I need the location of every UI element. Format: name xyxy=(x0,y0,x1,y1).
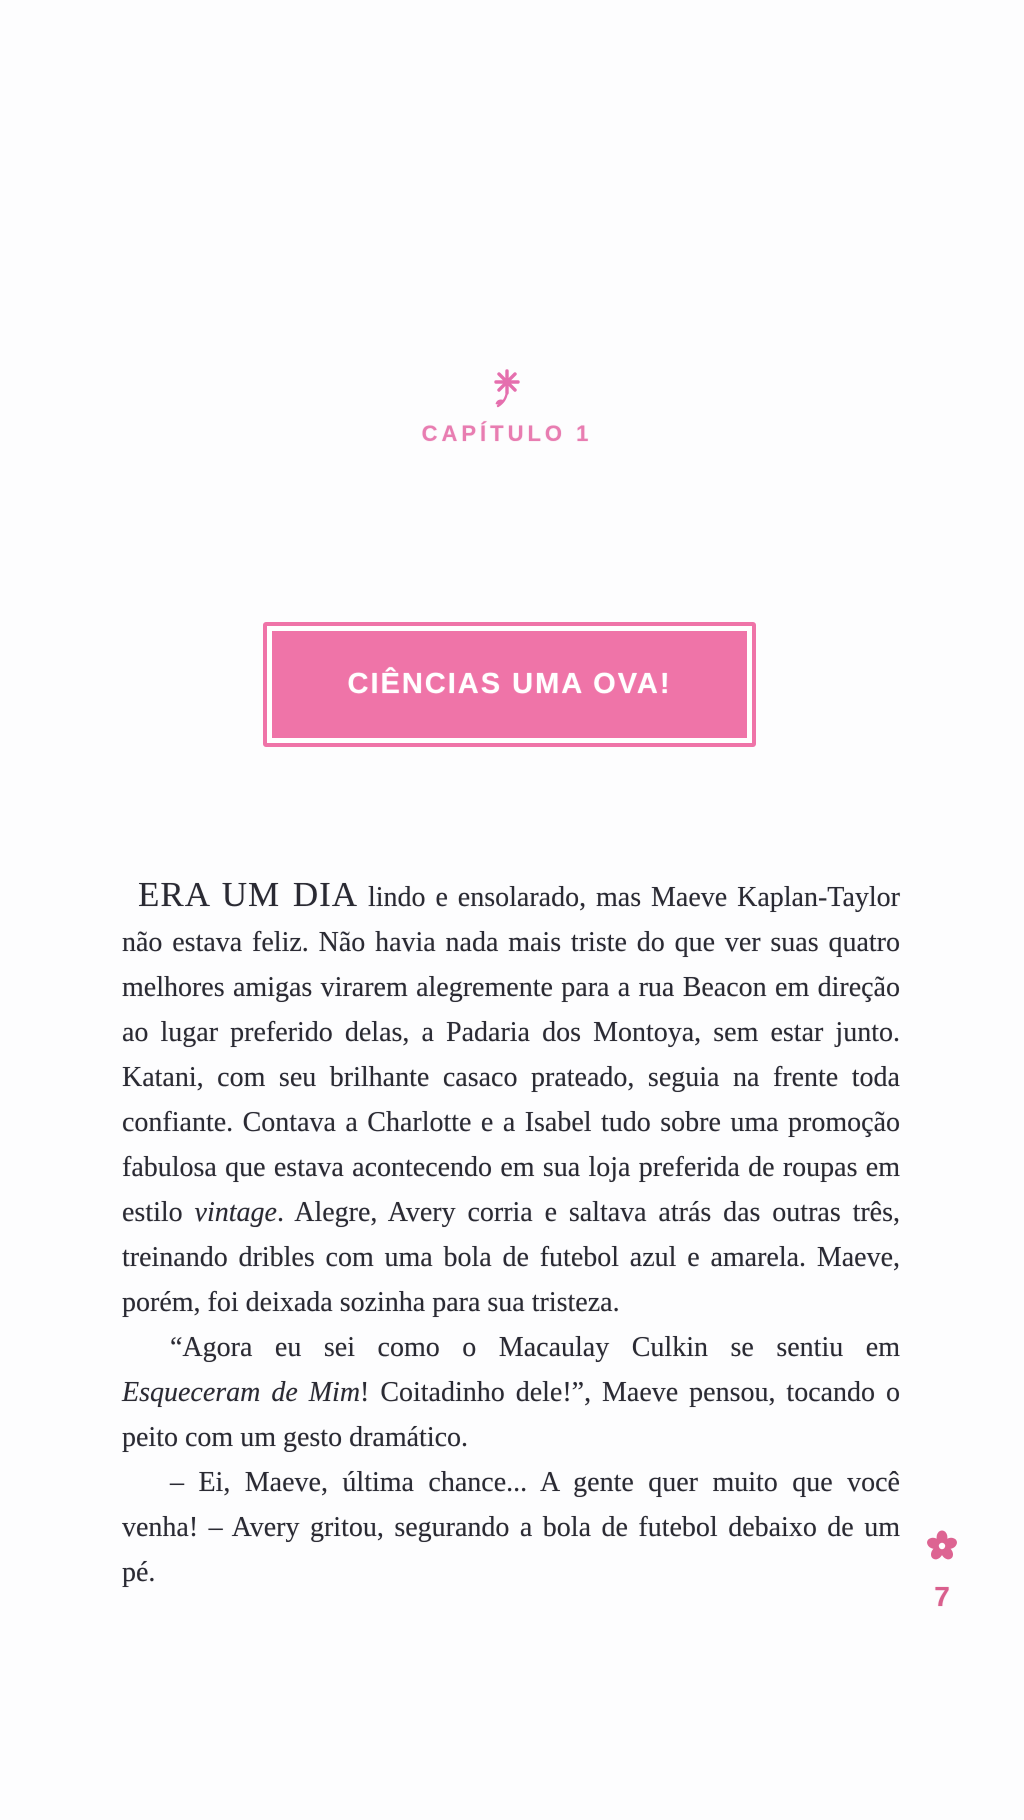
flower-asterisk-icon xyxy=(489,368,525,415)
chapter-heading xyxy=(0,368,1014,447)
footer-corner xyxy=(920,1530,964,1613)
flower-icon xyxy=(926,1530,958,1567)
italic-text-run: vintage xyxy=(194,1197,277,1228)
italic-text-run: Esqueceram de Mim xyxy=(122,1377,361,1408)
text-run: “Agora eu sei como o Macaulay Culkin se sentiu em xyxy=(170,1332,900,1363)
paragraph-lead: ERA UM DIA xyxy=(138,875,359,914)
text-run: – Ei, Maeve, última chance... A gente quer muito que você venha! – Avery gritou, segurando a bola de futebol debaixo de um pé. xyxy=(122,1467,900,1588)
text-run: lindo e ensolarado, mas Maeve Kaplan-Taylor não estava feliz. Não havia nada mais triste do que ver suas quatro melhores amigas virarem alegremente para a rua Beacon em direção ao lugar preferido delas, a Padaria dos Montoya, sem estar junto. Katani, com seu brilhante casaco prateado, seguia na frente toda confiante. Contava a Charlotte e a Isabel tudo sobre uma promoção fabulosa que estava acontecendo em sua loja preferida de roupas em estilo xyxy=(122,882,900,1228)
body-text xyxy=(122,872,900,1595)
paragraph xyxy=(122,1460,900,1595)
chapter-title-box xyxy=(263,622,756,747)
text-run: ! Coitadinho dele!”, Maeve pensou, tocando o peito com um gesto dramático. xyxy=(122,1377,900,1453)
chapter-title-box-fill xyxy=(272,631,747,738)
paragraph xyxy=(122,1325,900,1460)
text-run: . Alegre, Avery corria e saltava atrás das outras três, treinando dribles com uma bola de futebol azul e amarela. Maeve, porém, foi deixada sozinha para sua tristeza. xyxy=(122,1197,900,1318)
chapter-title: CIÊNCIAS UMA OVA! xyxy=(347,668,672,700)
paragraph xyxy=(122,872,900,1325)
chapter-label: CAPÍTULO 1 xyxy=(421,421,593,446)
page-number: 7 xyxy=(934,1581,950,1612)
